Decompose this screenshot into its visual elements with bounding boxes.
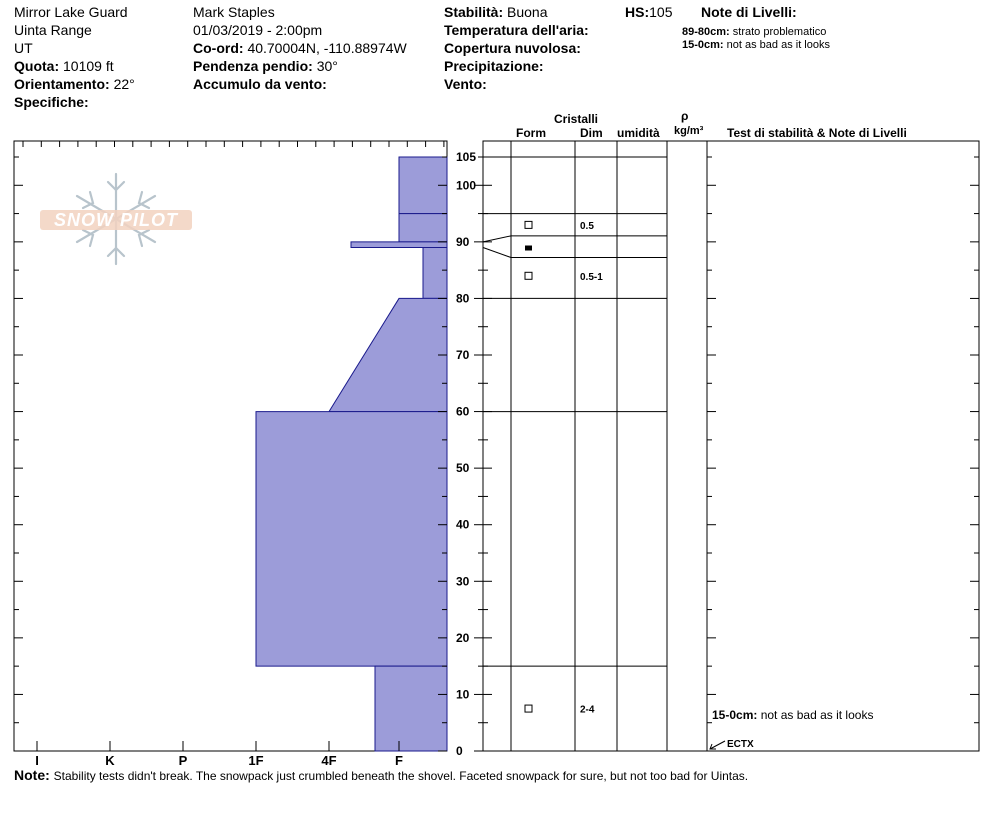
hardness-label: 1F — [248, 753, 264, 768]
stability-test-code: ECTX — [727, 739, 754, 750]
copertura-label: Copertura nuvolosa: — [444, 40, 581, 56]
depth-label: 105 — [456, 150, 477, 164]
precip-label: Precipitazione: — [444, 58, 544, 74]
hs-value: 105 — [649, 4, 673, 20]
hardness-layer — [351, 242, 447, 248]
hardness-label: K — [105, 753, 115, 768]
state-name: UT — [14, 40, 33, 56]
specifiche-label: Specifiche: — [14, 94, 89, 110]
crystal-size: 2-4 — [580, 704, 595, 716]
hardness-label: I — [35, 753, 39, 768]
hardness-layer — [423, 248, 447, 299]
depth-label: 80 — [456, 291, 470, 306]
quota-value: 10109 ft — [63, 58, 114, 74]
depth-label: 50 — [456, 461, 470, 476]
crystal-size: 0.5 — [580, 220, 594, 232]
depth-label: 60 — [456, 404, 470, 419]
stabilita-label: Stabilità: — [444, 4, 504, 20]
crystal-frame — [483, 141, 979, 751]
depth-label: 40 — [456, 517, 470, 532]
pendenza-label: Pendenza pendio: — [193, 58, 313, 74]
orient-value: 22° — [113, 76, 135, 92]
hardness-layer — [375, 666, 447, 751]
depth-label: 20 — [456, 630, 470, 645]
hs-label: HS: — [625, 4, 650, 20]
note-livelli-label: Note di Livelli: — [701, 4, 797, 20]
hardness-label: P — [178, 753, 188, 768]
col-dim: Dim — [580, 126, 603, 140]
stabilita-value: Buona — [507, 4, 548, 20]
footer-note-text: Stability tests didn't break. The snowpack just crumbled beneath the shovel. Faceted snowpack for sure, but not too bad for Uintas. — [53, 769, 749, 783]
coord-value: 40.70004N, -110.88974W — [247, 40, 407, 56]
note-range: 15-0cm: — [682, 39, 724, 51]
layer-note — [712, 707, 873, 723]
col-umidita: umidità — [617, 126, 660, 140]
hardness-layer — [329, 298, 447, 411]
layer-note-text: not as bad as it looks — [760, 708, 874, 722]
depth-label: 70 — [456, 348, 470, 362]
hardness-layer — [399, 214, 447, 242]
crystal-form-square-icon — [525, 272, 532, 279]
crystal-form-filled-icon — [525, 246, 532, 251]
col-rho: ρ — [681, 109, 689, 123]
temp-label: Temperatura dell'aria: — [444, 22, 589, 38]
crystal-form-square-icon — [525, 221, 532, 228]
depth-label: 0 — [456, 744, 463, 758]
depth-label: 30 — [456, 574, 470, 589]
footer-note-label: Note: — [14, 767, 50, 783]
logo-text: SNOW PILOT — [54, 210, 178, 230]
accumulo-label: Accumulo da vento: — [193, 76, 327, 92]
quota-label: Quota: — [14, 58, 60, 74]
depth-label: 100 — [456, 178, 477, 193]
vento-label: Vento: — [444, 76, 487, 92]
col-cristalli: Cristalli — [554, 112, 599, 126]
crystal-form-square-icon — [525, 705, 532, 712]
layer-connector — [483, 236, 511, 242]
note-text: not as bad as it looks — [726, 39, 830, 51]
layer-connector — [483, 248, 511, 258]
crystal-size: 0.5-1 — [580, 271, 603, 283]
hardness-layer — [256, 412, 447, 667]
orient-label: Orientamento: — [14, 76, 110, 92]
note-range: 89-80cm: — [682, 26, 730, 38]
datetime: 01/03/2019 - 2:00pm — [193, 22, 323, 38]
hardness-label: F — [395, 753, 403, 768]
col-stability: Test di stabilità & Note di Livelli — [727, 126, 907, 140]
stability-test-arrow — [710, 741, 725, 749]
hardness-label: 4F — [321, 753, 337, 768]
col-density-unit: kg/m³ — [674, 125, 704, 137]
range-name: Uinta Range — [14, 22, 92, 38]
location-name: Mirror Lake Guard — [14, 4, 128, 20]
observer-name: Mark Staples — [193, 4, 275, 20]
coord-label: Co-ord: — [193, 40, 244, 56]
col-form: Form — [516, 126, 546, 140]
layer-note-range: 15-0cm: — [712, 708, 758, 722]
depth-label: 10 — [456, 687, 470, 702]
note-text: strato problematico — [732, 26, 827, 38]
footer-note — [14, 767, 748, 784]
depth-label: 90 — [456, 234, 470, 249]
pendenza-value: 30° — [316, 58, 338, 74]
